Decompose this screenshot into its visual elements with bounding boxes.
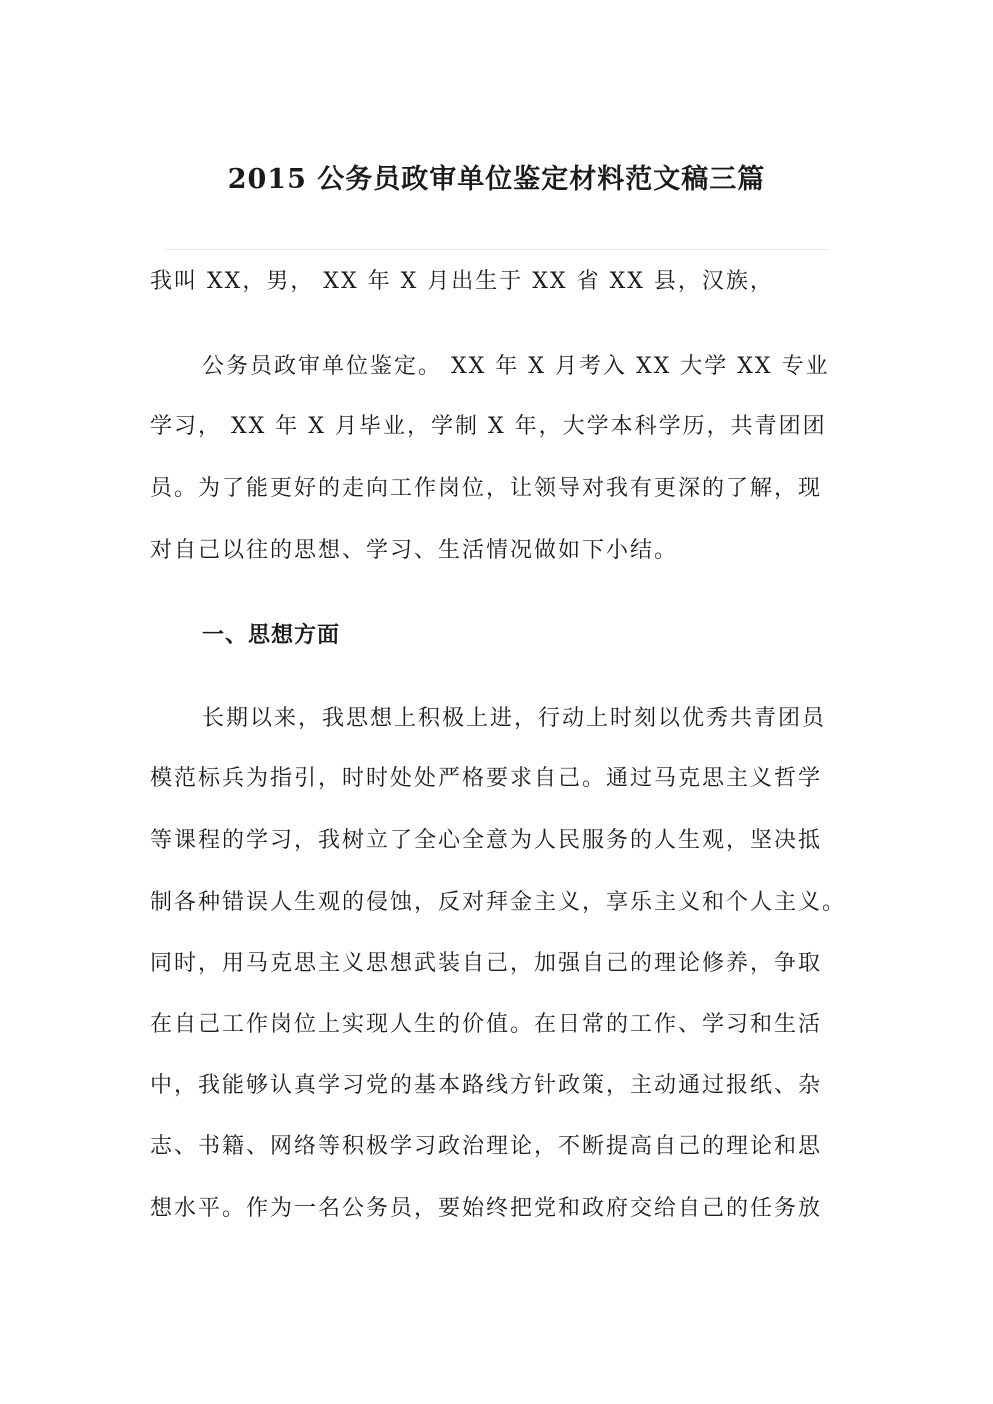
paragraph-2-line-1: 长期以来，我思想上积极上进，行动上时刻以优秀共青团员 (202, 706, 827, 731)
paragraph-2-line-8: 志、书籍、网络等积极学习政治理论，不断提高自己的理论和思 (150, 1134, 823, 1159)
paragraph-2-line-6: 在自己工作岗位上实现人生的价值。在日常的工作、学习和生活 (150, 1012, 823, 1037)
paragraph-1-line-2: 学习， XX 年 X 月毕业，学制 X 年，大学本科学历，共青团团 (150, 414, 827, 439)
document-title: 2015 公务员政审单位鉴定材料范文稿三篇 (227, 164, 766, 195)
paragraph-2-line-5: 同时，用马克思主义思想武装自己，加强自己的理论修养，争取 (150, 951, 823, 976)
paragraph-2-line-7: 中，我能够认真学习党的基本路线方针政策，主动通过报纸、杂 (150, 1073, 823, 1098)
paragraph-1-line-4: 对自己以往的思想、学习、生活情况做如下小结。 (150, 538, 679, 563)
title-divider (166, 249, 828, 250)
paragraph-2-line-2: 模范标兵为指引，时时处处严格要求自己。通过马克思主义哲学 (150, 766, 823, 791)
paragraph-1-line-3: 员。为了能更好的走向工作岗位，让领导对我有更深的了解，现 (150, 476, 823, 501)
paragraph-1-line-1: 公务员政审单位鉴定。 XX 年 X 月考入 XX 大学 XX 专业 (202, 354, 830, 379)
paragraph-2-line-3: 等课程的学习，我树立了全心全意为人民服务的人生观，坚决抵 (150, 828, 823, 853)
paragraph-2-line-4: 制各种错误人生观的侵蚀，反对拜金主义，享乐主义和个人主义。 (150, 890, 847, 915)
section-1-heading: 一、思想方面 (202, 622, 341, 648)
intro-line: 我叫 XX，男， XX 年 X 月出生于 XX 省 XX 县，汉族， (150, 269, 774, 294)
paragraph-2-line-9: 想水平。作为一名公务员，要始终把党和政府交给自己的任务放 (150, 1196, 823, 1221)
